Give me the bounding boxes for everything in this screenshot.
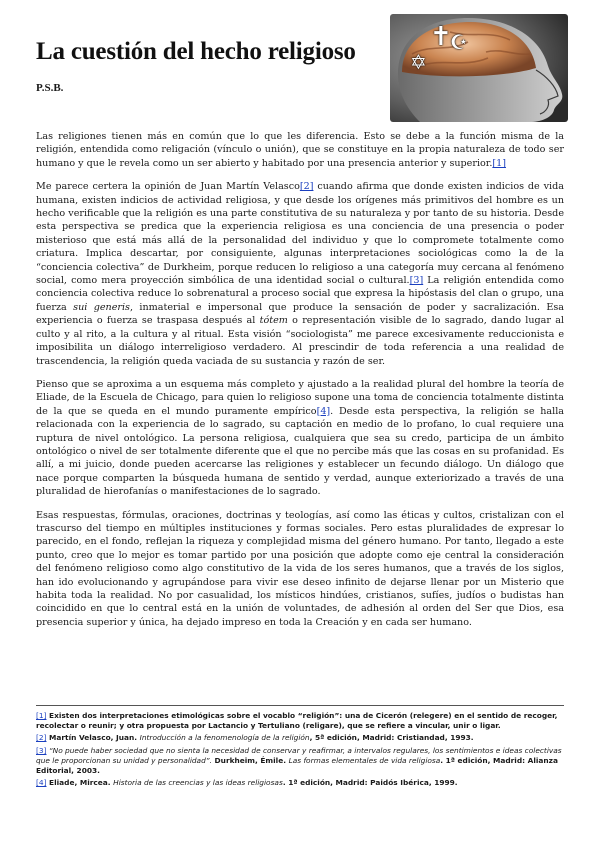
paragraph-1: Las religiones tienen más en común que lo que les diferencia. Esto se debe a la función misma de la religión, entendida como religación (vínculo o unión), que se constituye en la propia naturaleza de todo ser humano y que le revela como un ser abierto y habitado por una presencia anterior y superior.[1] <box>36 131 564 169</box>
footnote-ref-2[interactable]: [2] <box>299 181 314 193</box>
footnote-2: [2] Martín Velasco, Juan. Introducción a la fenomenología de la religión, 5ª edición, Madrid: Cristiandad, 1993. <box>36 733 474 743</box>
footnote-ref-3[interactable]: [3] <box>409 275 424 287</box>
article-body <box>36 130 564 639</box>
footnote-backlink-1[interactable]: [1] <box>36 711 47 720</box>
star-of-david-icon: ✡ <box>410 50 427 74</box>
footnote-4: [4] Eliade, Mircea. Historia de las creencias y las ideas religiosas. 1ª edición, Madrid: Paidós Ibérica, 1999. <box>36 778 458 788</box>
paragraph-2: Me parece certera la opinión de Juan Martín Velasco[2] cuando afirma que donde existen indicios de vida humana, existen indicios de actividad religiosa, y que desde los orígenes más primitivos del hombre es un hecho verificable que la religión es una parte constitutiva de su naturaleza y por tanto de su historia. Desde esta perspectiva se predica que la experiencia religiosa es una conciencia de una presencia o poder misterioso que está más allá de la personalidad del individuo y que lo compromete totalmente como criatura. Implica descartar, por consiguiente, algunas interpretaciones sociológicas como la de la “conciencia colectiva” de Durkheim, porque reducen lo religioso a una categoría muy cercana al fenómeno social, como mera proyección simbólica de una identidad social o cultural.[3] La religión entendida como conciencia colectiva reduce lo sobrenatural a proceso social que expresa la hipóstasis del clan o grupo, una fuerza sui generis, inmaterial e impersonal que produce la sensación de poder y sacralización. Esa experiencia o fuerza se traspasa después al tótem o representación visible de lo sagrado, dando lugar al culto y al rito, a la cultura y al ritual. Esta visión “sociologista” me parece excesivamente reduccionista e imposibilita un diálogo interreligioso verdadero. Al prescindir de toda referencia a una realidad de trascendencia, la religión queda vaciada de su sustancia y razón de ser. <box>36 181 564 367</box>
paragraph-4: Esas respuestas, fórmulas, oraciones, doctrinas y teologías, así como las éticas y cultos, cristalizan con el trascurso del tiempo en múltiples instituciones y formas sociales. Pero estas pluralidades de expresar lo parecido, en el fondo, reflejan la riqueza y complejidad misma del género humano. Por tanto, llegado a este punto, creo que lo mejor es tomar partido por una posición que adopte como eje central la consideración del fenómeno religioso como algo constitutivo de la vida de los seres humanos, que a través de los siglos, han ido evolucionando y agrupándose para vivir ese deseo infinito de dejarse llenar por un Misterio que habita toda la realidad. No por casualidad, los místicos hindúes, cristianos, sufíes, judíos o budistas han coincidido en que lo central está en la unión de voluntades, de adhesión al orden del Ser que Dios, esa presencia superior y única, ha dejado impreso en toda la Creación y en cada ser humano. <box>36 509 564 628</box>
author-initials: P.S.B. <box>36 82 64 94</box>
footnote-1: [1] Existen dos interpretaciones etimológicas sobre el vocablo “religión”: una de Cicerón (relegere) en el sentido de recoger, recolectar o reunir; y otra propuesta por Lactancio y Tertuliano (religare), que se refiere a vincular, unir o ligar. <box>36 711 558 731</box>
footnotes-section <box>36 705 564 790</box>
cross-icon: ✝ <box>430 22 452 52</box>
page-title: La cuestión del hecho religioso <box>36 38 356 65</box>
crescent-moon-icon: ☪ <box>450 30 468 54</box>
footnote-backlink-4[interactable]: [4] <box>36 778 47 788</box>
paragraph-3: Pienso que se aproxima a un esquema más completo y ajustado a la realidad plural del hombre la teoría de Eliade, de la Escuela de Chicago, para quien lo religioso supone una toma de conciencia totalmente distinta de la que se queda en el mundo puramente empírico[4]. Desde esta perspectiva, la religión se halla relacionada con la experiencia de lo sagrado, su captación en medio de lo profano, lo cual requiere una ruptura de nivel ontológico. La persona religiosa, cualquiera que sea su credo, participa de un ámbito ontológico o nivel de ser totalmente diferente que el que no percibe más que las cosas en su profanidad. Es allí, a mi juicio, donde pueden acercarse las religiones y establecer un fecundo diálogo. Un diálogo que nace porque comparten la búsqueda humana de sentido y verdad, aunque exteriorizado a través de una pluralidad de hierofanías o manifestaciones de lo sagrado. <box>36 378 565 498</box>
footnote-3: [3] “No puede haber sociedad que no sienta la necesidad de conservar y reafirmar, a intervalos regulares, los sentimientos e ideas colectivas que le proporcionan su unidad y personalidad”. Durkheim, Émile. Las formas elementales de vida religiosa. 1ª edición, Madrid: Alianza Editorial, 2003. <box>36 745 562 776</box>
footnote-ref-1[interactable]: [1] <box>492 157 506 169</box>
footnote-backlink-3[interactable]: [3] <box>36 745 47 755</box>
illustration-head-profile <box>390 14 568 122</box>
footnote-backlink-2[interactable]: [2] <box>36 733 47 743</box>
footnote-ref-4[interactable]: [4] <box>316 405 331 417</box>
